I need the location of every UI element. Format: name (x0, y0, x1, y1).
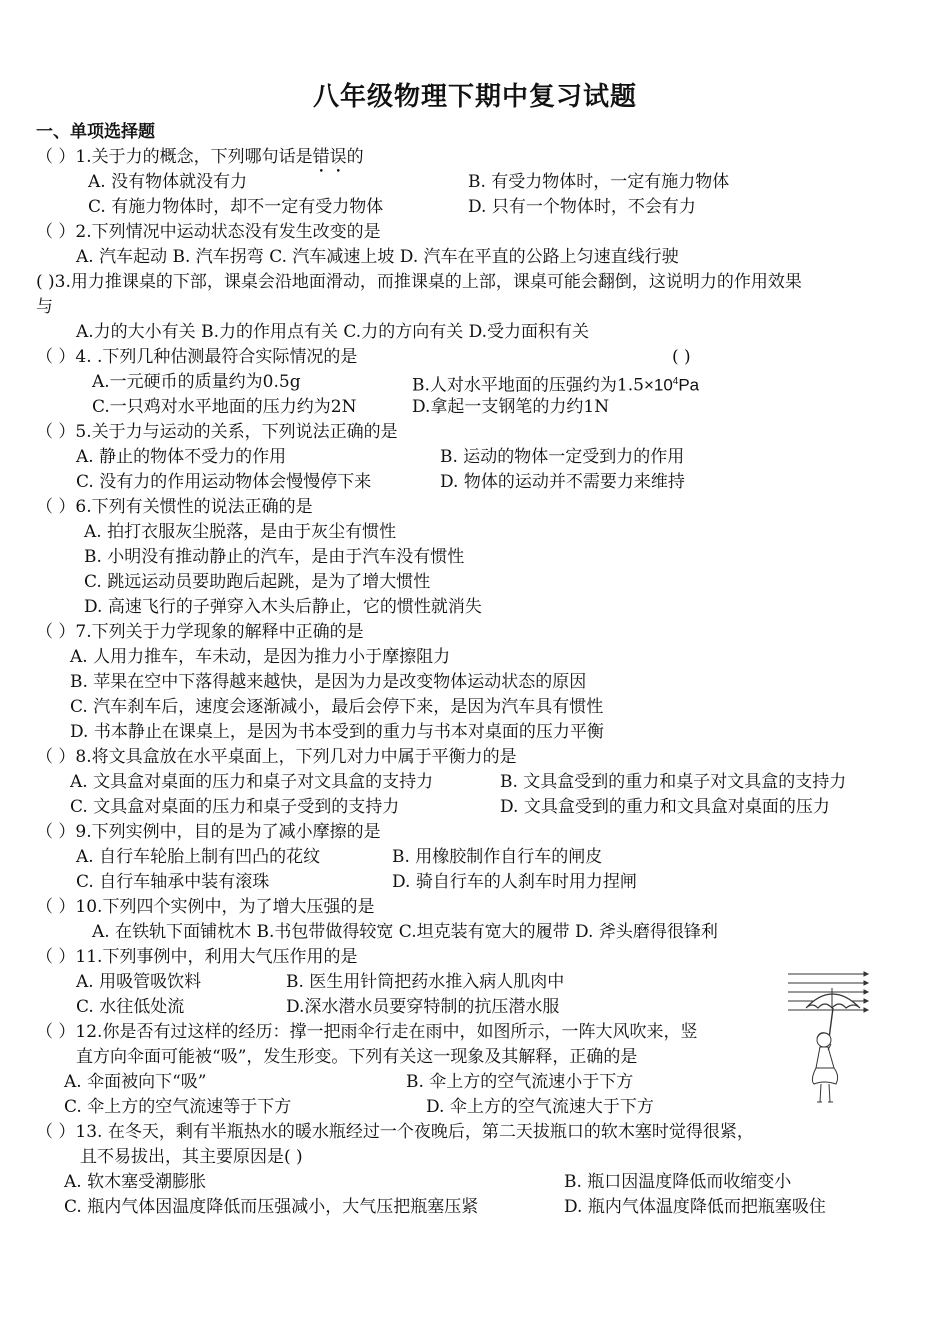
question-9-stem: （ ）9.下列实例中，目的是为了减小摩擦的是 (36, 822, 381, 842)
question-6-option-d: D. 高速飞行的子弹穿入木头后静止，它的惯性就消失 (84, 597, 482, 617)
question-13-option-b: B. 瓶口因温度降低而收缩变小 (564, 1172, 792, 1192)
question-12-stem-cont: 直方向伞面可能被“吸”，发生形变。下列有关这一现象及其解释，正确的是 (76, 1047, 638, 1067)
question-7-option-d: D. 书本静止在课桌上，是因为书本受到的重力与书本对桌面的压力平衡 (70, 722, 604, 742)
question-4-option-b: B.人对水平地面的压强约为$1.5\times 10^4Pa$ (412, 375, 700, 396)
question-5-option-b: B. 运动的物体一定受到力的作用 (440, 447, 685, 467)
question-9-option-b: B. 用橡胶制作自行车的闸皮 (392, 847, 603, 867)
question-5-option-a: A. 静止的物体不受力的作用 (76, 447, 287, 467)
question-7-stem: （ ）7.下列关于力学现象的解释中正确的是 (36, 622, 364, 642)
question-1-option-b: B. 有受力物体时，一定有施力物体 (468, 172, 730, 192)
question-8-option-b: B. 文具盒受到的重力和桌子对文具盒的支持力 (500, 772, 847, 792)
question-7-option-c: C. 汽车刹车后，速度会逐渐减小，最后会停下来，是因为汽车具有惯性 (70, 697, 604, 717)
question-8-stem: （ ）8.将文具盒放在水平桌面上，下列几对力中属于平衡力的是 (36, 747, 517, 767)
question-9-option-d: D. 骑自行车的人刹车时用力捏闸 (392, 872, 637, 892)
question-12-option-c: C. 伞上方的空气流速等于下方 (64, 1097, 292, 1117)
question-13-stem-cont: 且不易拔出，其主要原因是( ) (80, 1147, 303, 1167)
question-13-option-d: D. 瓶内气体温度降低而把瓶塞吸住 (564, 1197, 826, 1217)
question-10-options: A. 在铁轨下面铺枕木 B.书包带做得较宽 C.坦克装有宽大的履带 D. 斧头磨得很锋利 (92, 922, 718, 942)
question-1-option-a: A. 没有物体就没有力 (88, 172, 248, 192)
question-5-option-d: D. 物体的运动并不需要力来维持 (440, 472, 685, 492)
question-3-stem: ( )3.用力推课桌的下部，课桌会沿地面滑动，而推课桌的上部，课桌可能会翻倒，这说明力的作用效果 (36, 272, 802, 292)
question-12-option-a: A. 伞面被向下“吸” (64, 1072, 207, 1092)
question-1-option-d: D. 只有一个物体时，不会有力 (468, 197, 696, 217)
question-11-stem: （ ）11.下列事例中，利用大气压作用的是 (36, 947, 358, 967)
question-2-options: A. 汽车起动 B. 汽车拐弯 C. 汽车减速上坡 D. 汽车在平直的公路上匀速直线行驶 (76, 247, 679, 267)
section-heading: 一、单项选择题 (36, 122, 155, 142)
question-5-stem: （ ）5.关于力与运动的关系，下列说法正确的是 (36, 422, 398, 442)
question-6-option-c: C. 跳远运动员要助跑后起跳，是为了增大惯性 (84, 572, 431, 592)
question-13-option-c: C. 瓶内气体因温度降低而压强减小，大气压把瓶塞压紧 (64, 1197, 479, 1217)
question-9-option-c: C. 自行车轴承中装有滚珠 (76, 872, 270, 892)
question-1-stem: （ ）1.关于力的概念，下列哪句话是错误的 (36, 147, 364, 167)
question-7-option-b: B. 苹果在空中下落得越来越快，是因为力是改变物体运动状态的原因 (70, 672, 587, 692)
question-4-option-c: C.一只鸡对水平地面的压力约为2N (92, 397, 357, 417)
question-12-stem: （ ）12.你是否有过这样的经历：撑一把雨伞行走在雨中，如图所示，一阵大风吹来，竖 (36, 1022, 698, 1042)
question-13-stem: （ ）13. 在冬天，剩有半瓶热水的暖水瓶经过一个夜晚后，第二天拔瓶口的软木塞时觉得很紧， (36, 1122, 754, 1142)
question-8-option-c: C. 文具盒对桌面的压力和桌子受到的支持力 (70, 797, 400, 817)
question-4-option-a: A.一元硬币的质量约为0.5g (92, 372, 301, 392)
question-5-option-c: C. 没有力的作用运动物体会慢慢停下来 (76, 472, 372, 492)
question-1-option-c: C. 有施力物体时，却不一定有受力物体 (88, 197, 384, 217)
page-title: 八年级物理下期中复习试题 (312, 82, 637, 112)
question-6-option-b: B. 小明没有推动静止的汽车，是由于汽车没有惯性 (84, 547, 465, 567)
question-11-option-a: A. 用吸管吸饮料 (76, 972, 202, 992)
question-7-option-a: A. 人用力推车，车未动，是因为推力小于摩擦阻力 (70, 647, 451, 667)
question-2-stem: （ ）2.下列情况中运动状态没有发生改变的是 (36, 222, 381, 242)
question-4-option-d: D.拿起一支钢笔的力约1N (412, 397, 610, 417)
question-4-answer-paren: ( ) (672, 347, 691, 367)
question-9-option-a: A. 自行车轮胎上制有凹凸的花纹 (76, 847, 321, 867)
question-11-option-d: D.深水潜水员要穿特制的抗压潜水服 (286, 997, 560, 1017)
question-4-stem: （ ）4. .下列几种估测最符合实际情况的是 (36, 347, 358, 367)
question-6-stem: （ ）6.下列有关惯性的说法正确的是 (36, 497, 313, 517)
question-3-options: A.力的大小有关 B.力的作用点有关 C.力的方向有关 D.受力面积有关 (76, 322, 590, 342)
question-3-stem-cont: 与 (36, 297, 53, 317)
question-12-option-b: B. 伞上方的空气流速小于下方 (406, 1072, 634, 1092)
question-8-option-a: A. 文具盒对桌面的压力和桌子对文具盒的支持力 (70, 772, 434, 792)
question-8-option-d: D. 文具盒受到的重力和文具盒对桌面的压力 (500, 797, 830, 817)
question-6-option-a: A. 拍打衣服灰尘脱落，是由于灰尘有惯性 (84, 522, 397, 542)
question-11-option-c: C. 水往低处流 (76, 997, 185, 1017)
question-13-option-a: A. 软木塞受潮膨胀 (64, 1172, 207, 1192)
question-12-option-d: D. 伞上方的空气流速大于下方 (426, 1097, 654, 1117)
question-11-option-b: B. 医生用针筒把药水推入病人肌肉中 (286, 972, 565, 992)
question-10-stem: （ ）10.下列四个实例中，为了增大压强的是 (36, 897, 375, 917)
umbrella-girl-figure (784, 968, 884, 1108)
